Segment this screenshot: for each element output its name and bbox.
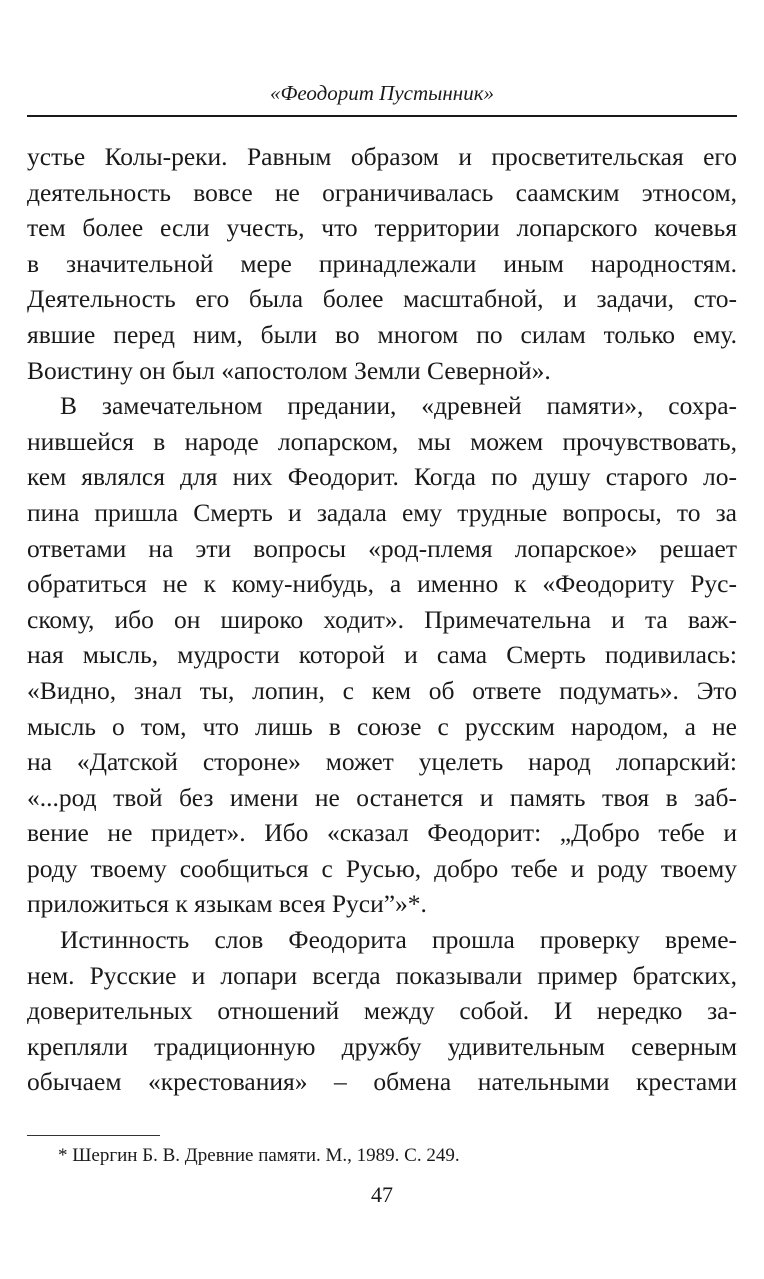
text-line: устье Колы-реки. Равным образом и просветительская его bbox=[27, 142, 737, 171]
paragraph bbox=[27, 139, 737, 388]
page-number: 47 bbox=[371, 1182, 393, 1207]
text-line: в значительной мере принадлежали иным народностям. bbox=[27, 248, 737, 278]
text-line: В замечательном предании, «древней памяти», сохра- bbox=[60, 391, 737, 421]
text-line: «...род твой без имени не останется и память твоя в заб- bbox=[27, 782, 737, 812]
text-line: на «Датской стороне» может уцелеть народ лопарский: bbox=[27, 747, 737, 777]
header-rule bbox=[27, 115, 737, 117]
body-text bbox=[27, 139, 737, 1100]
text-line: обратиться не к кому-нибудь, а именно к «Феодориту Рус- bbox=[27, 569, 737, 599]
text-line: нем. Русские и лопари всегда показывали пример братских, bbox=[27, 960, 737, 990]
text-line: явшие перед ним, были во многом по силам только ему. bbox=[27, 319, 737, 349]
text-line: доверительных отношений между собой. И нередко за- bbox=[27, 996, 737, 1026]
text-line: обычаем «крестования» – обмена нательными крестами bbox=[27, 1067, 737, 1097]
paragraph bbox=[27, 388, 737, 922]
text-line: роду твоему сообщиться с Русью, добро тебе и роду твоему bbox=[27, 853, 737, 883]
text-line: кем являлся для них Феодорит. Когда по душу старого ло- bbox=[27, 462, 737, 492]
text-line: «Видно, знал ты, лопин, с кем об ответе подумать». Это bbox=[27, 675, 737, 705]
footnote: * Шергин Б. В. Древние памяти. М., 1989. С. 249. bbox=[58, 1145, 460, 1166]
text-line: Деятельность его была более масштабной, и задачи, сто- bbox=[27, 284, 737, 314]
text-line: Истинность слов Феодорита прошла проверку време- bbox=[60, 925, 737, 955]
text-line: скому, ибо он широко ходит». Примечательна и та важ- bbox=[27, 604, 737, 634]
paragraph bbox=[27, 922, 737, 1100]
text-line: нившейся в народе лопарском, мы можем прочувствовать, bbox=[27, 426, 737, 456]
text-line: крепляли традиционную дружбу удивительным северным bbox=[27, 1031, 737, 1061]
text-line: ответами на эти вопросы «род-племя лопарское» решает bbox=[27, 533, 737, 563]
text-line: Воистину он был «апостолом Земли Северной». bbox=[27, 355, 551, 385]
text-line: пина пришла Смерть и задала ему трудные вопросы, то за bbox=[27, 497, 737, 527]
text-line: ная мысль, мудрости которой и сама Смерть подивилась: bbox=[27, 640, 737, 670]
text-line: приложиться к языкам всея Руси”»*. bbox=[27, 889, 427, 919]
text-line: тем более если учесть, что территории лопарского кочевья bbox=[27, 213, 737, 243]
text-line: вение не придет». Ибо «сказал Феодорит: „Добро тебе и bbox=[27, 818, 737, 848]
text-line: мысль о том, что лишь в союзе с русским народом, а не bbox=[27, 711, 737, 741]
running-head: «Феодорит Пустынник» bbox=[269, 81, 495, 105]
text-line: деятельность вовсе не ограничивалась саамским этносом, bbox=[27, 177, 737, 207]
footnote-rule bbox=[27, 1135, 160, 1136]
